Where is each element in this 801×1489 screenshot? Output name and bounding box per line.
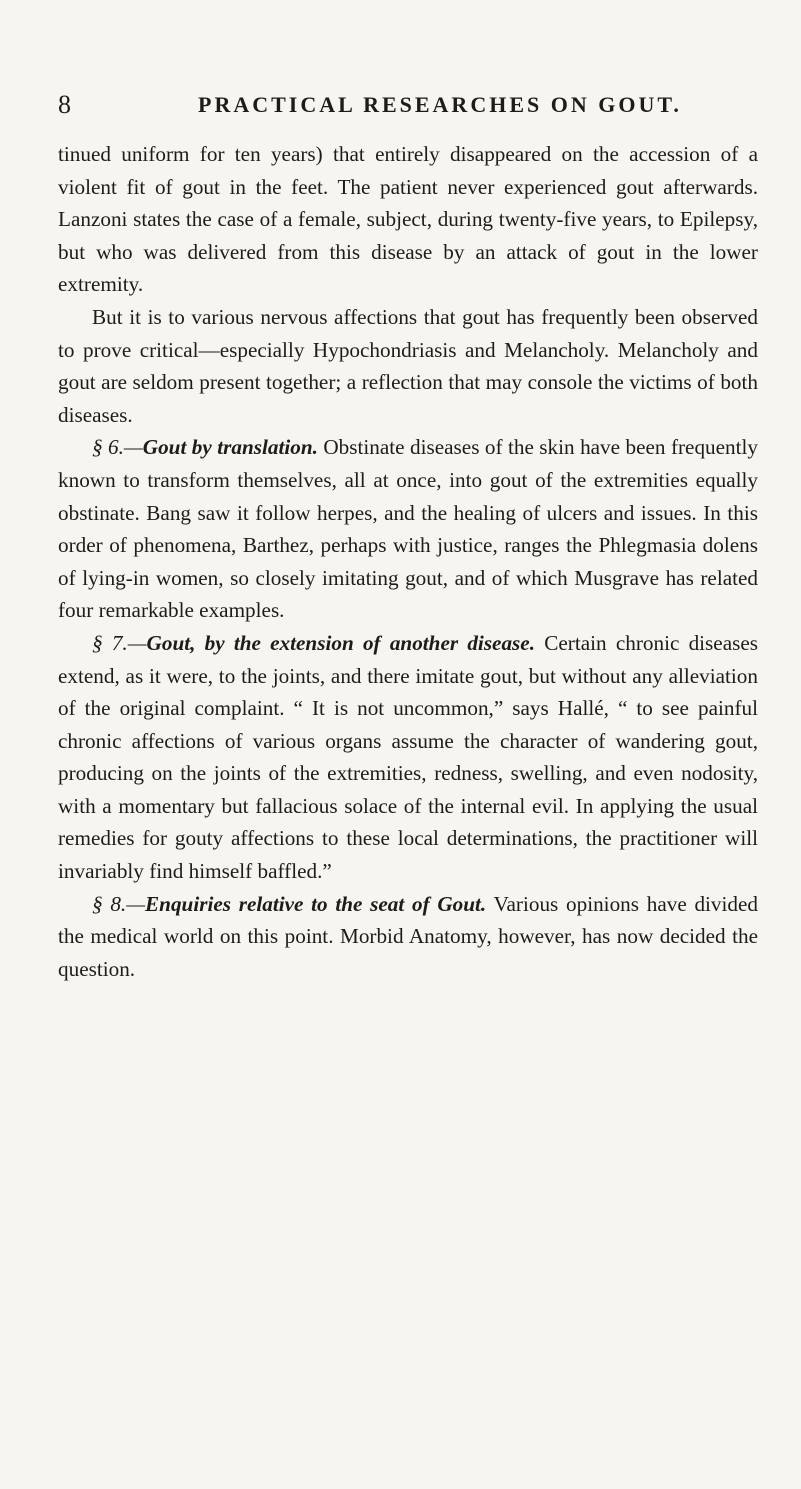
page-number: 8 <box>58 90 72 119</box>
section-title: Enquiries relative to the seat of Gout. <box>145 891 487 916</box>
paragraph-text: Various opinions have divided the medical world on this point. Morbid Anatomy, however, has now decided the question. <box>58 891 758 981</box>
section-mark: § 6.— <box>92 435 143 460</box>
paragraph-text: tinued uniform for ten years) that entirely disappeared on the accession of a violent fit of gout in the feet. The patient never experienced gout afterwards. Lanzoni states the case of a female, subject, during twenty-five years, to Epilepsy, but who was delivered from this disease by an attack of gout in the lower extremity. <box>58 142 758 297</box>
section-mark: § 8.— <box>92 891 146 916</box>
paragraph-section-8 <box>58 888 758 986</box>
paragraph-continuation <box>58 138 758 301</box>
section-title: Gout, by the extension of another disease. <box>146 630 536 655</box>
section-mark: § 7.— <box>92 630 147 655</box>
section-title: Gout by translation. <box>142 435 318 460</box>
paragraph-section-7 <box>58 627 758 888</box>
paragraph-section-6 <box>58 431 758 627</box>
body-text <box>58 138 758 985</box>
paragraph-nervous-affections <box>58 301 758 431</box>
paragraph-text: Certain chronic diseases extend, as it were, to the joints, and there imitate gout, but without any alleviation of the original complaint. “ It is not uncommon,” says Hallé, “ to see painful chronic affections of various organs assume the character of wandering gout, producing on the joints of the extremities, redness, swelling, and even nodosity, with a momentary but fallacious solace of the internal evil. In applying the usual remedies for gouty affections to these local determinations, the practitioner will invariably find himself baffled.” <box>58 630 759 884</box>
page-header <box>58 90 748 124</box>
paragraph-text: But it is to various nervous affections that gout has frequently been observed to prove critical—especially Hypochondriasis and Melancholy. Melancholy and gout are seldom present together; a reflection that may console the victims of both diseases. <box>58 304 758 427</box>
running-head: PRACTICAL RESEARCHES ON GOUT. <box>198 92 682 117</box>
paragraph-text: Obstinate diseases of the skin have been frequently known to transform themselves, all at once, into gout of the extremities equally obstinate. Bang saw it follow herpes, and the healing of ulcers and issues. In this order of phenomena, Barthez, perhaps with justice, ranges the Phlegmasia dolens of lying-in women, so closely imitating gout, and of which Musgrave has related four remarkable examples. <box>58 435 759 623</box>
